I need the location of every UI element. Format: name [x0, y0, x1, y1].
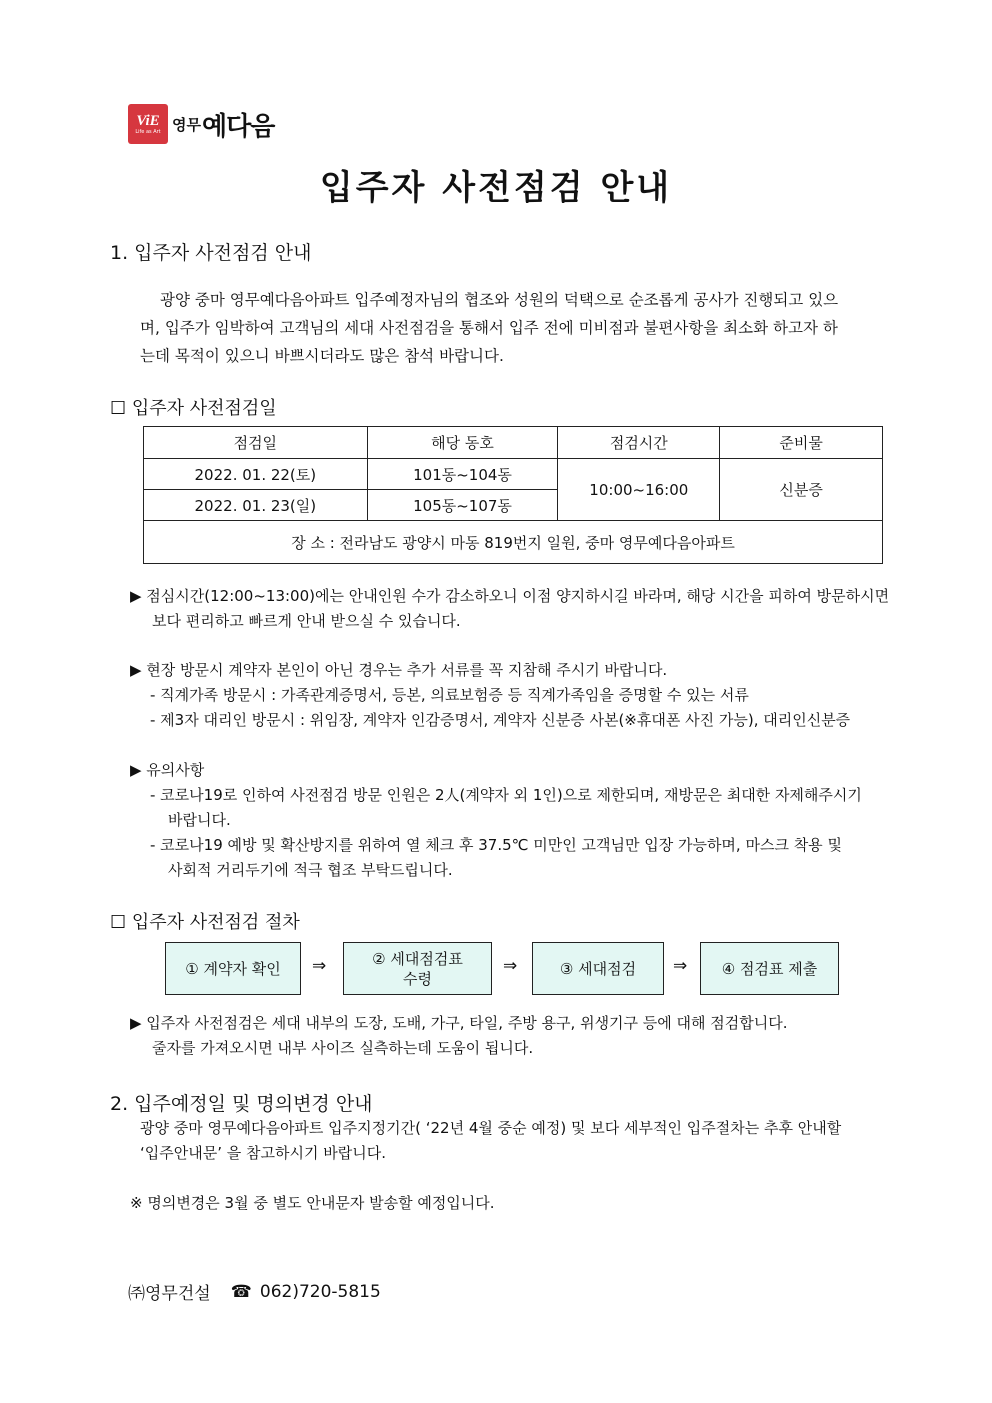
- note-line: ▶ 현장 방문시 계약자 본인이 아닌 경우는 추가 서류를 꼭 지참해 주시기 바랍니다.: [130, 661, 668, 679]
- section2-notice: ※ 명의변경은 3월 중 별도 안내문자 발송할 예정입니다.: [130, 1194, 495, 1212]
- section2-line: 광양 중마 영무예다음아파트 입주지정기간( ‘22년 4월 중순 예정) 및 보다 세부적인 입주절차는 추후 안내할: [140, 1119, 842, 1137]
- table-row-location: [144, 521, 883, 564]
- footer-contact: [128, 1279, 381, 1304]
- procedure-step-4: [700, 942, 839, 995]
- note-line: ▶ 입주자 사전점검은 세대 내부의 도장, 도배, 가구, 타일, 주방 용구, 위생기구 등에 대해 점검합니다.: [130, 1014, 788, 1032]
- procedure-heading: ☐ 입주자 사전점검 절차: [110, 912, 300, 933]
- procedure-step-label: ④ 점검표 제출: [721, 959, 818, 978]
- footer-company: ㈜영무건설: [128, 1284, 211, 1304]
- procedure-note: [130, 1011, 910, 1061]
- table-cell-date: 2022. 01. 23(일): [144, 490, 368, 521]
- procedure-step-3: [532, 942, 664, 995]
- table-row: [144, 459, 883, 490]
- procedure-step-2: [343, 942, 492, 995]
- arrow-right-icon: ⇒: [312, 956, 327, 976]
- note-line: - 코로나19로 인하여 사전점검 방문 인원은 2人(계약자 외 1인)으로 제한되며, 재방문은 최대한 자제해주시기: [150, 786, 862, 804]
- intro-line: 며, 입주가 임박하여 고객님의 세대 사전점검을 통해서 입주 전에 미비점과 불편사항을 최소화 하고자 하: [140, 319, 838, 337]
- section2-body: [140, 1116, 910, 1166]
- section2-heading: 2. 입주예정일 및 명의변경 안내: [110, 1093, 373, 1115]
- table-header-cell: 점검시간: [558, 427, 720, 459]
- logo-mark: [128, 104, 168, 144]
- table-cell-date: 2022. 01. 22(토): [144, 459, 368, 490]
- arrow-right-icon: ⇒: [673, 956, 688, 976]
- intro-line: 광양 중마 영무예다음아파트 입주예정자님의 협조와 성원의 덕택으로 순조롭게 공사가 진행되고 있으: [160, 291, 839, 309]
- section2-line: ‘입주안내문’ 을 참고하시기 바랍니다.: [140, 1144, 386, 1162]
- arrow-right-icon: ⇒: [503, 956, 518, 976]
- table-cell-buildings: 105동~107동: [367, 490, 558, 521]
- note-line: - 코로나19 예방 및 확산방지를 위하여 열 체크 후 37.5℃ 미만인 고객님만 입장 가능하며, 마스크 착용 및: [150, 836, 842, 854]
- logo-mark-text: ViE: [136, 112, 160, 129]
- table-cell-buildings: 101동~104동: [367, 459, 558, 490]
- note-visit: [130, 658, 910, 733]
- note-line: 줄자를 가져오시면 내부 사이즈 실측하는데 도움이 됩니다.: [152, 1039, 534, 1057]
- logo-brand-small: 영무: [172, 115, 201, 134]
- table-cell-time: 10:00~16:00: [558, 459, 720, 521]
- procedure-step-label: 수령: [403, 969, 432, 988]
- table-cell-location: 장 소 : 전라남도 광양시 마동 819번지 일원, 중마 영무예다음아파트: [144, 521, 883, 564]
- note-line: ▶ 유의사항: [130, 761, 205, 779]
- table-header-row: [144, 427, 883, 459]
- note-line: 보다 편리하고 빠르게 안내 받으실 수 있습니다.: [152, 612, 461, 630]
- phone-icon: ☎: [230, 1281, 252, 1302]
- page-title: 입주자 사전점검 안내: [319, 168, 673, 208]
- note-line: - 제3자 대리인 방문시 : 위임장, 계약자 인감증명서, 계약자 신분증 사본(※휴대폰 사진 가능), 대리인신분증: [150, 711, 851, 729]
- schedule-heading: ☐ 입주자 사전점검일: [110, 398, 277, 419]
- table-cell-items: 신분증: [720, 459, 883, 521]
- table-header-cell: 준비물: [720, 427, 883, 459]
- schedule-table: [143, 426, 883, 564]
- note-line: - 직계가족 방문시 : 가족관계증명서, 등본, 의료보험증 등 직계가족임을 증명할 수 있는 서류: [150, 686, 749, 704]
- note-caution: [130, 758, 910, 883]
- section1-intro: [140, 286, 910, 370]
- logo-brand-big: 예다음: [201, 111, 275, 142]
- procedure-step-label: ③ 세대점검: [559, 959, 637, 978]
- table-header-cell: 해당 동호: [367, 427, 558, 459]
- note-line: 바랍니다.: [168, 811, 231, 829]
- note-line: ▶ 점심시간(12:00~13:00)에는 안내인원 수가 감소하오니 이점 양지하시길 바라며, 해당 시간을 피하여 방문하시면: [130, 587, 890, 605]
- intro-line: 는데 목적이 있으니 바쁘시더라도 많은 참석 바랍니다.: [140, 347, 504, 365]
- logo-mark-subtext: Life as Art: [135, 128, 161, 135]
- note-lunch: [130, 584, 910, 634]
- procedure-step-1: [165, 942, 301, 995]
- table-header-cell: 점검일: [144, 427, 368, 459]
- brand-logo: [128, 103, 274, 145]
- footer-phone: 062)720-5815: [259, 1281, 381, 1302]
- note-line: 사회적 거리두기에 적극 협조 부탁드립니다.: [168, 861, 453, 879]
- section1-heading: 1. 입주자 사전점검 안내: [110, 242, 312, 264]
- procedure-step-label: ② 세대점검표: [372, 949, 463, 968]
- procedure-step-label: ① 계약자 확인: [185, 959, 281, 978]
